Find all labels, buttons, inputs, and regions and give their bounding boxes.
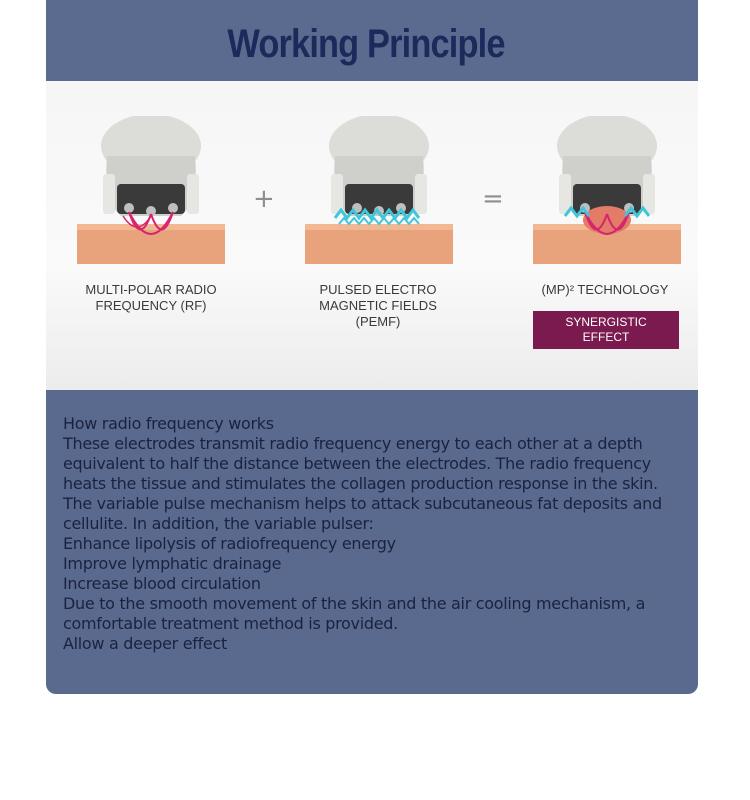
description-line: Increase blood circulation — [63, 574, 261, 593]
description-line: comfortable treatment method is provided. — [63, 614, 398, 633]
description-line: How radio frequency works — [63, 414, 274, 433]
plus-sign: + — [253, 184, 275, 214]
description-line: Enhance lipolysis of radiofrequency energy — [63, 534, 396, 553]
equals-sign: = — [482, 184, 504, 214]
description-line: The variable pulse mechanism helps to attack subcutaneous fat deposits and — [63, 494, 662, 513]
title-band — [46, 0, 698, 81]
page-title: Working Principle — [227, 22, 505, 66]
description-line: heats the tissue and stimulates the collagen production response in the skin. — [63, 474, 658, 493]
synergistic-effect-badge: SYNERGISTIC EFFECT — [533, 311, 679, 349]
mp2-label: (MP)² TECHNOLOGY — [541, 282, 669, 297]
description-line: Allow a deeper effect — [63, 634, 227, 653]
pemf-label: PULSED ELECTRO MAGNETIC FIELDS (PEMF) — [319, 282, 437, 329]
description-text — [63, 414, 693, 654]
description-line: These electrodes transmit radio frequency energy to each other at a depth — [63, 434, 643, 453]
working-principle-card — [46, 0, 698, 694]
rf-label: MULTI-POLAR RADIO FREQUENCY (RF) — [85, 282, 217, 313]
principle-diagram — [46, 81, 698, 390]
rf-device-image — [77, 116, 225, 264]
description-line: cellulite. In addition, the variable pulser: — [63, 514, 374, 533]
description-line: Due to the smooth movement of the skin and the air cooling mechanism, a — [63, 594, 646, 613]
pemf-device-image — [305, 116, 453, 264]
mp2-device-image — [533, 116, 681, 264]
description-line: Improve lymphatic drainage — [63, 554, 282, 573]
description-line: equivalent to half the distance between the electrodes. The radio frequency — [63, 454, 651, 473]
